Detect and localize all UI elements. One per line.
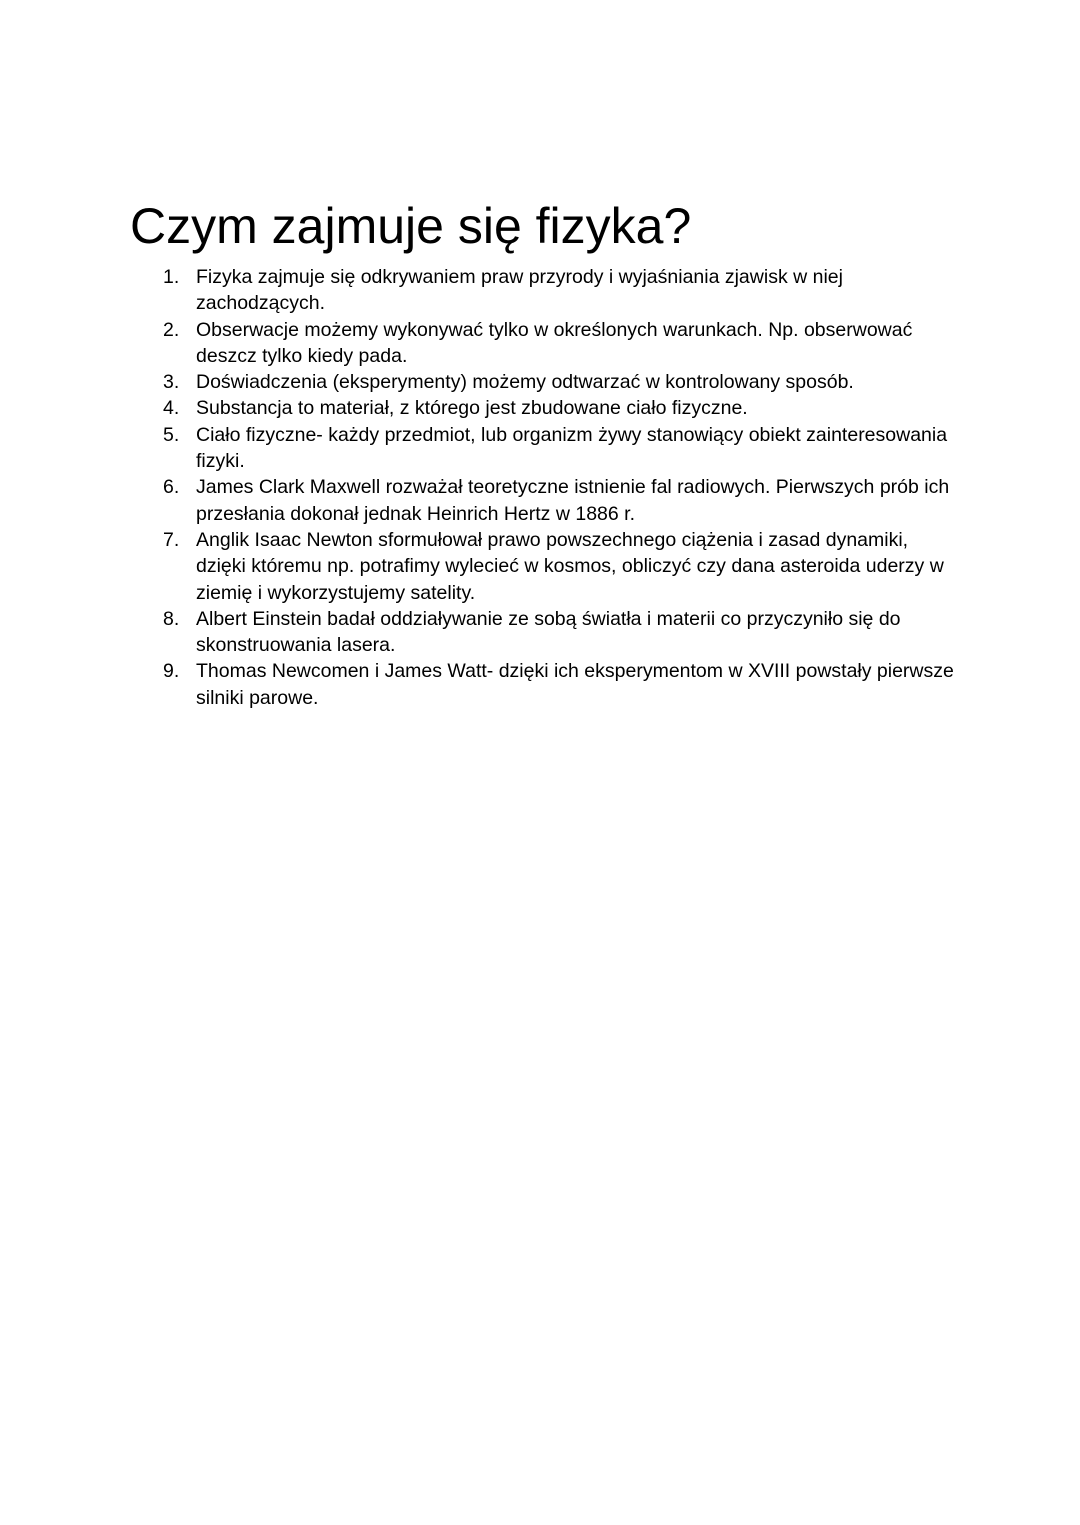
list-item bbox=[163, 658, 956, 711]
list-item bbox=[163, 474, 956, 527]
item-text: Anglik Isaac Newton sformułował prawo powszechnego ciążenia i zasad dynamiki, dzięki któremu np. potrafimy wylecieć w kosmos, obliczyć czy dana asteroida uderzy w ziemię i wykorzystujemy satelity. bbox=[196, 528, 944, 604]
item-number: 5. bbox=[163, 423, 180, 446]
numbered-list bbox=[163, 264, 956, 711]
item-number: 9. bbox=[163, 660, 180, 683]
item-number: 2. bbox=[163, 318, 180, 341]
page-title: Czym zajmuje się fizyka? bbox=[130, 198, 692, 254]
item-number: 7. bbox=[163, 528, 180, 551]
item-text: Fizyka zajmuje się odkrywaniem praw przyrody i wyjaśniania zjawisk w niej zachodzących. bbox=[196, 266, 843, 315]
list-item bbox=[163, 264, 956, 317]
item-text: Albert Einstein badał oddziaływanie ze sobą światła i materii co przyczyniło się do skonstruowania lasera. bbox=[196, 607, 901, 657]
list-item bbox=[163, 422, 956, 475]
item-text: Substancja to materiał, z którego jest zbudowane ciało fizyczne. bbox=[196, 397, 748, 420]
item-text: James Clark Maxwell rozważał teoretyczne istnienie fal radiowych. Pierwszych prób ich przesłania dokonał jednak Heinrich Hertz w 1886 r. bbox=[196, 476, 950, 525]
item-text: Obserwacje możemy wykonywać tylko w określonych warunkach. Np. obserwować deszcz tylko kiedy pada. bbox=[196, 318, 913, 367]
list-item bbox=[163, 369, 956, 395]
item-number: 8. bbox=[163, 607, 180, 630]
list-item bbox=[163, 317, 956, 370]
item-number: 3. bbox=[163, 371, 180, 394]
item-text: Thomas Newcomen i James Watt- dzięki ich eksperymentom w XVIII powstały pierwsze silniki parowe. bbox=[196, 660, 954, 709]
item-number: 6. bbox=[163, 476, 180, 499]
item-text: Ciało fizyczne- każdy przedmiot, lub organizm żywy stanowiący obiekt zainteresowania fizyki. bbox=[196, 423, 948, 473]
item-text: Doświadczenia (eksperymenty) możemy odtwarzać w kontrolowany sposób. bbox=[196, 371, 854, 394]
list-item bbox=[163, 527, 956, 606]
list-item bbox=[163, 606, 956, 659]
list-item bbox=[163, 395, 956, 421]
item-number: 1. bbox=[163, 266, 180, 288]
item-number: 4. bbox=[163, 397, 180, 420]
